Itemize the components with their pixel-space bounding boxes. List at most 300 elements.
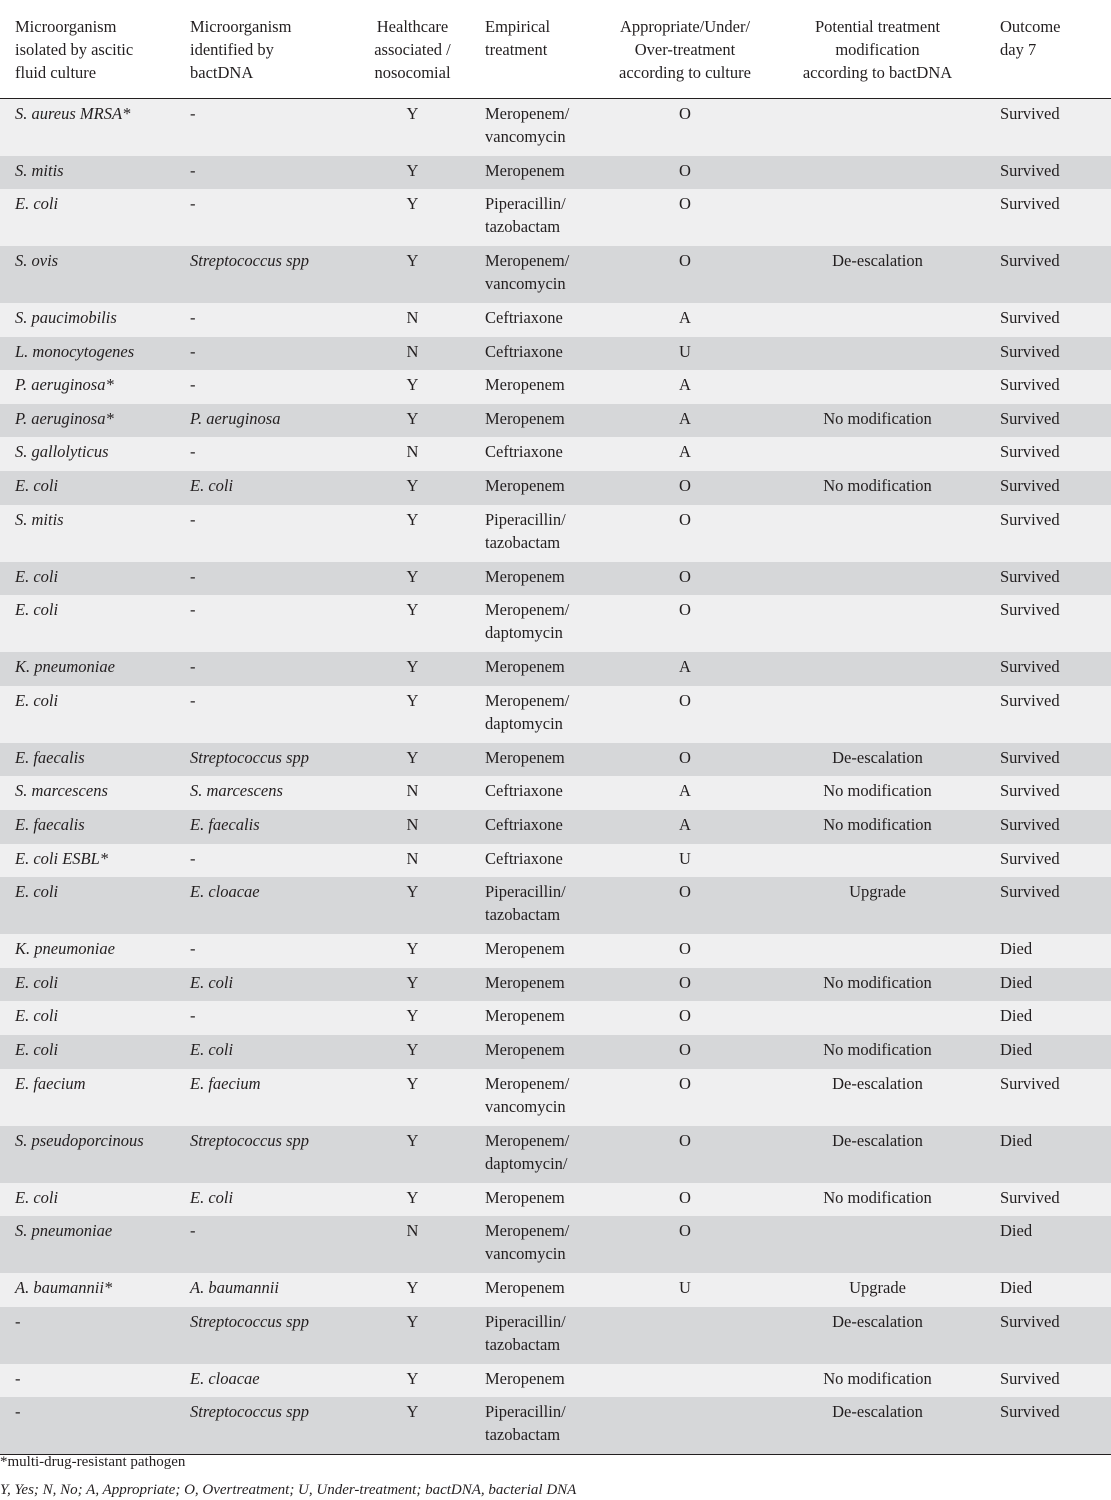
appropriateness-cell: O [679,160,691,180]
treatment-cell [470,562,600,596]
bactdna-cell: - [190,308,196,328]
bactdna-cell: - [190,600,196,620]
table-row [0,844,1111,878]
appropriateness-cell: O [679,194,691,214]
modification-cell [770,844,985,878]
bactdna-cell: E. cloacae [190,882,260,902]
culture-cell: S. mitis [15,509,64,529]
outcome-cell: Survived [1000,657,1060,677]
outcome-cell: Died [1000,1221,1033,1241]
table-row [0,934,1111,968]
table-row [0,1001,1111,1035]
bactdna-cell: - [190,848,196,868]
treatment-cell [470,505,600,562]
healthcare-cell: N [406,442,419,462]
bactdna-cell: E. cloacae [190,1368,260,1388]
treatment-line: Ceftriaxone [485,341,563,361]
table-row [0,1069,1111,1126]
healthcare-cell: N [406,815,419,835]
appropriateness-cell: O [679,509,691,529]
table-row [0,303,1111,337]
column-header-line: according to culture [619,63,751,82]
modification-cell [770,99,985,156]
outcome-cell: Survived [1000,781,1060,801]
treatment-line: Ceftriaxone [485,442,563,462]
culture-cell: E. coli [15,600,59,620]
outcome-cell: Survived [1000,1073,1060,1093]
table-header [0,0,1111,99]
treatment-cell [470,776,600,810]
bactdna-cell: - [190,160,196,180]
column-header-2 [355,0,470,99]
table-row [0,437,1111,471]
table-row [0,99,1111,156]
treatment-cell [470,743,600,777]
culture-cell: K. pneumoniae [15,939,115,959]
appropriateness-cell: O [679,476,691,496]
appropriateness-cell: O [679,566,691,586]
appropriateness-cell: O [679,1040,691,1059]
column-header-1 [175,0,355,99]
outcome-cell: Died [1000,1006,1033,1026]
treatment-line: Meropenem/ [485,104,570,123]
treatment-cell [470,99,600,156]
treatment-line: Meropenem [485,408,565,428]
treatment-cell [470,1183,600,1217]
modification-cell [770,189,985,246]
outcome-cell: Died [1000,1040,1033,1059]
treatment-cell [470,1035,600,1069]
bactdna-cell: E. coli [190,1040,234,1059]
treatment-line: Ceftriaxone [485,848,563,868]
healthcare-cell: Y [406,972,419,992]
bactdna-cell: A. baumannii [190,1278,279,1298]
appropriateness-cell: A [679,375,691,395]
culture-cell: S. gallolyticus [15,442,109,462]
treatment-cell [470,844,600,878]
treatment-line: Ceftriaxone [485,815,563,835]
healthcare-cell: N [406,308,419,328]
modification-cell: De-escalation [832,747,923,767]
treatment-cell [470,471,600,505]
table-row [0,776,1111,810]
appropriateness-cell [600,1397,770,1454]
outcome-cell: Survived [985,1397,1111,1454]
table-row [0,370,1111,404]
modification-cell [770,1001,985,1035]
table-row [0,1183,1111,1217]
healthcare-cell: Y [406,566,419,586]
outcome-cell: Survived [1000,1187,1060,1207]
bactdna-cell: P. aeruginosa [190,408,281,428]
table-row [0,595,1111,652]
treatment-cell [470,437,600,471]
outcome-cell: Survived [1000,848,1060,868]
modification-cell [770,1216,985,1273]
treatment-line: Meropenem [485,566,565,586]
appropriateness-cell: U [679,1278,691,1298]
treatment-cell [470,1397,600,1454]
treatment-cell [470,189,600,246]
column-header-5 [770,0,985,99]
treatment-line: daptomycin [485,623,563,643]
bactdna-cell: - [190,442,196,462]
healthcare-cell: Y [406,1130,419,1150]
outcome-cell: Survived [1000,600,1060,620]
bactdna-cell: - [190,566,196,586]
treatment-line: Meropenem/ [485,1130,570,1150]
treatment-line: daptomycin/ [485,1153,568,1173]
modification-cell: No modification [823,408,932,428]
bactdna-cell: - [190,1221,196,1241]
treatment-line: Meropenem/ [485,690,570,710]
treatment-line: tazobactam [485,532,561,552]
treatment-line: tazobactam [485,905,561,925]
appropriateness-cell: O [679,972,691,992]
bactdna-cell: - [190,939,196,959]
treatment-line: Meropenem [485,160,565,180]
modification-cell [770,562,985,596]
culture-cell: S. pneumoniae [15,1221,113,1241]
culture-cell: K. pneumoniae [15,657,115,677]
treatment-line: Piperacillin/ [485,1402,566,1422]
footnote-mdr: *multi-drug-resistant pathogen [0,1454,186,1470]
table-row [0,1307,1111,1364]
culture-cell: - [15,1368,21,1388]
bactdna-cell: E. coli [190,476,234,496]
table-row [0,877,1111,934]
table-row [0,246,1111,303]
table-row [0,1035,1111,1069]
culture-cell: E. coli [15,1187,59,1207]
outcome-cell: Survived [1000,341,1060,361]
column-header-line: bactDNA [190,63,254,82]
treatment-line: Meropenem [485,1040,565,1059]
table-row [0,1216,1111,1273]
treatment-cell [470,652,600,686]
bactdna-cell: - [190,341,196,361]
column-header-line: fluid culture [15,63,97,82]
treatment-line: tazobactam [485,1334,561,1354]
modification-cell [770,505,985,562]
appropriateness-cell: O [679,600,691,620]
culture-cell: S. mitis [15,160,64,180]
treatment-line: vancomycin [485,1244,566,1264]
outcome-cell: Survived [1000,375,1060,395]
appropriateness-cell: O [679,747,691,767]
culture-cell: E. coli [15,476,59,496]
column-header-line: nosocomial [374,63,451,82]
healthcare-cell: Y [406,251,419,271]
treatment-line: vancomycin [485,1096,566,1116]
modification-cell: No modification [823,972,932,992]
healthcare-cell: Y [406,690,419,710]
modification-cell [770,686,985,743]
bactdna-cell: Streptococcus spp [190,1130,309,1150]
treatment-cell [470,595,600,652]
culture-cell: A. baumannii* [15,1278,113,1298]
table-row [0,1273,1111,1307]
table-row [0,471,1111,505]
modification-cell [770,370,985,404]
bactdna-cell: - [190,375,196,395]
column-header-line: modification [835,40,920,59]
healthcare-cell: Y [406,1368,419,1388]
modification-cell: No modification [823,1368,932,1388]
culture-cell: S. ovis [15,251,59,271]
table-row [0,189,1111,246]
healthcare-cell: Y [406,104,419,123]
treatment-cell [470,303,600,337]
table-row [0,810,1111,844]
culture-cell: E. faecalis [15,747,85,767]
treatment-line: Meropenem/ [485,1073,570,1093]
treatment-line: Meropenem [485,1187,565,1207]
healthcare-cell: Y [406,476,419,496]
healthcare-cell: Y [406,600,419,620]
modification-cell: De-escalation [832,251,923,271]
column-header-line: Healthcare [376,17,449,36]
column-header-3 [470,0,600,99]
modification-cell: Upgrade [849,1278,906,1298]
appropriateness-cell [600,1307,770,1364]
appropriateness-cell: O [679,1221,691,1241]
column-header-0 [0,0,175,99]
culture-cell: E. coli [15,1006,59,1026]
modification-cell: De-escalation [832,1130,923,1150]
column-header-line: Appropriate/Under/ [619,17,751,36]
treatment-line: Meropenem [485,972,565,992]
column-header-line: according to bactDNA [802,63,953,82]
bactdna-cell: Streptococcus spp [190,1311,309,1331]
modification-cell [770,337,985,371]
modification-cell: De-escalation [832,1073,923,1093]
modification-cell [770,303,985,337]
modification-cell: Upgrade [849,882,906,902]
treatment-cell [470,1307,600,1364]
bactdna-cell: E. coli [190,972,234,992]
treatment-cell [470,370,600,404]
treatment-cell [470,877,600,934]
outcome-cell: Survived [1000,194,1060,214]
outcome-cell: Survived [1000,747,1060,767]
treatment-cell [470,337,600,371]
healthcare-cell: N [406,1221,419,1241]
table-row [0,686,1111,743]
table-row [0,404,1111,438]
culture-cell: E. coli [15,882,59,902]
table-row [0,562,1111,596]
treatment-line: Meropenem [485,1006,565,1026]
culture-cell: P. aeruginosa* [15,375,114,395]
bactdna-cell: E. coli [190,1187,234,1207]
culture-cell: - [15,1311,21,1331]
column-header-line: Microorganism [190,17,292,36]
outcome-cell: Survived [1000,509,1060,529]
modification-cell: De-escalation [770,1397,985,1454]
treatment-cell [470,934,600,968]
appropriateness-cell: O [679,939,691,959]
treatment-line: tazobactam [485,217,561,237]
treatment-line: Ceftriaxone [485,781,563,801]
table-row [0,1364,1111,1398]
table-row [0,156,1111,190]
treatment-line: Meropenem/ [485,251,570,271]
culture-cell: S. aureus MRSA* [15,104,131,123]
healthcare-cell: N [406,341,419,361]
appropriateness-cell: A [679,815,691,835]
table-row [0,743,1111,777]
modification-cell [770,934,985,968]
modification-cell: No modification [823,476,932,496]
treatment-line: Meropenem [485,747,565,767]
treatment-line: Meropenem [485,939,565,959]
column-header-6 [985,0,1111,99]
healthcare-cell: Y [406,1187,419,1207]
outcome-cell: Survived [1000,1311,1060,1331]
treatment-line: Meropenem/ [485,1221,570,1241]
column-header-line: Empirical [485,17,551,36]
treatment-line: Meropenem [485,1368,565,1388]
bactdna-cell: E. faecium [190,1073,261,1093]
culture-cell: E. faecalis [15,815,85,835]
modification-cell: No modification [823,781,932,801]
healthcare-cell: Y [406,408,419,428]
bactdna-cell: Streptococcus spp [190,251,309,271]
appropriateness-cell: O [679,1006,691,1026]
table-row [0,505,1111,562]
healthcare-cell: Y [406,375,419,395]
outcome-cell: Survived [1000,104,1060,123]
table-row [0,337,1111,371]
appropriateness-cell: A [679,442,691,462]
healthcare-cell: Y [406,1040,419,1059]
table-body [0,99,1111,1455]
bactdna-cell: E. faecalis [190,815,260,835]
appropriateness-cell: A [679,408,691,428]
column-header-line: Microorganism [15,17,117,36]
culture-cell: S. marcescens [15,781,108,801]
footnote-abbreviations: Y, Yes; N, No; A, Appropriate; O, Overtreatment; U, Under-treatment; bactDNA, bacterial DNA [0,1482,577,1498]
appropriateness-cell: U [679,341,691,361]
treatment-cell [470,1069,600,1126]
appropriateness-cell: O [679,104,691,123]
outcome-cell: Died [1000,972,1033,992]
treatment-line: Piperacillin/ [485,882,566,902]
culture-cell: E. coli [15,972,59,992]
healthcare-cell: N [406,848,419,868]
treatment-cell [470,810,600,844]
column-header-line: Over-treatment [634,40,736,59]
treatment-cell [470,1364,600,1398]
bactdna-cell: Streptococcus spp [190,747,309,767]
treatment-line: Piperacillin/ [485,509,566,529]
modification-cell: No modification [823,1187,932,1207]
healthcare-cell: Y [406,1073,419,1093]
treatment-line: daptomycin [485,713,563,733]
outcome-cell: Survived [1000,160,1060,180]
culture-cell: E. coli [15,566,59,586]
outcome-cell: Survived [1000,442,1060,462]
bactdna-cell: - [190,657,196,677]
treatment-line: Meropenem/ [485,600,570,620]
bactdna-cell: - [190,194,196,214]
treatment-line: Meropenem [485,375,565,395]
modification-cell [770,595,985,652]
appropriateness-cell: O [679,1187,691,1207]
healthcare-cell: Y [406,1278,419,1298]
appropriateness-cell: O [679,251,691,271]
treatment-cell [470,1273,600,1307]
appropriateness-cell: A [679,781,691,801]
table-row [0,652,1111,686]
culture-cell: - [0,1397,175,1454]
healthcare-cell: Y [355,1397,470,1454]
treatment-line: tazobactam [485,1425,561,1445]
outcome-cell: Survived [1000,251,1060,271]
treatment-line: Meropenem [485,476,565,496]
column-header-line: associated / [374,40,451,59]
outcome-cell: Survived [1000,815,1060,835]
bactdna-cell: - [190,509,196,529]
table-row [0,968,1111,1002]
column-header-line: day 7 [1000,40,1037,59]
healthcare-cell: Y [406,747,419,767]
treatment-line: vancomycin [485,127,566,146]
treatment-cell [470,246,600,303]
outcome-cell: Survived [1000,476,1060,496]
column-header-line: Potential treatment [814,17,941,36]
appropriateness-cell [600,1364,770,1398]
culture-cell: E. coli [15,194,59,214]
culture-cell: E. coli [15,1040,59,1059]
culture-cell: E. faecium [15,1073,86,1093]
outcome-cell: Survived [1000,690,1060,710]
modification-cell [770,156,985,190]
culture-cell: E. coli [15,690,59,710]
modification-cell: No modification [823,815,932,835]
outcome-cell: Survived [1000,566,1060,586]
healthcare-cell: Y [406,939,419,959]
appropriateness-cell: U [679,848,691,868]
culture-cell: P. aeruginosa* [15,408,114,428]
table-row [0,1397,1111,1454]
modification-cell: No modification [823,1040,932,1059]
column-header-4 [600,0,770,99]
healthcare-cell: Y [406,657,419,677]
outcome-cell: Survived [1000,882,1060,902]
treatment-cell [470,968,600,1002]
culture-cell: E. coli ESBL* [15,848,109,868]
healthcare-cell: Y [406,1311,419,1331]
treatment-line: Meropenem [485,1278,565,1298]
column-header-line: isolated by ascitic [15,40,134,59]
outcome-cell: Survived [1000,1368,1060,1388]
culture-cell: S. paucimobilis [15,308,117,328]
column-header-line: treatment [485,40,548,59]
bactdna-cell: S. marcescens [190,781,283,801]
appropriateness-cell: O [679,690,691,710]
table-row [0,1126,1111,1183]
treatment-cell [470,1216,600,1273]
culture-cell: L. monocytogenes [15,341,135,361]
treatment-cell [470,1001,600,1035]
culture-cell: S. pseudoporcinous [15,1130,144,1150]
treatment-cell [470,404,600,438]
modification-cell [770,437,985,471]
appropriateness-cell: O [679,1130,691,1150]
appropriateness-cell: A [679,657,691,677]
